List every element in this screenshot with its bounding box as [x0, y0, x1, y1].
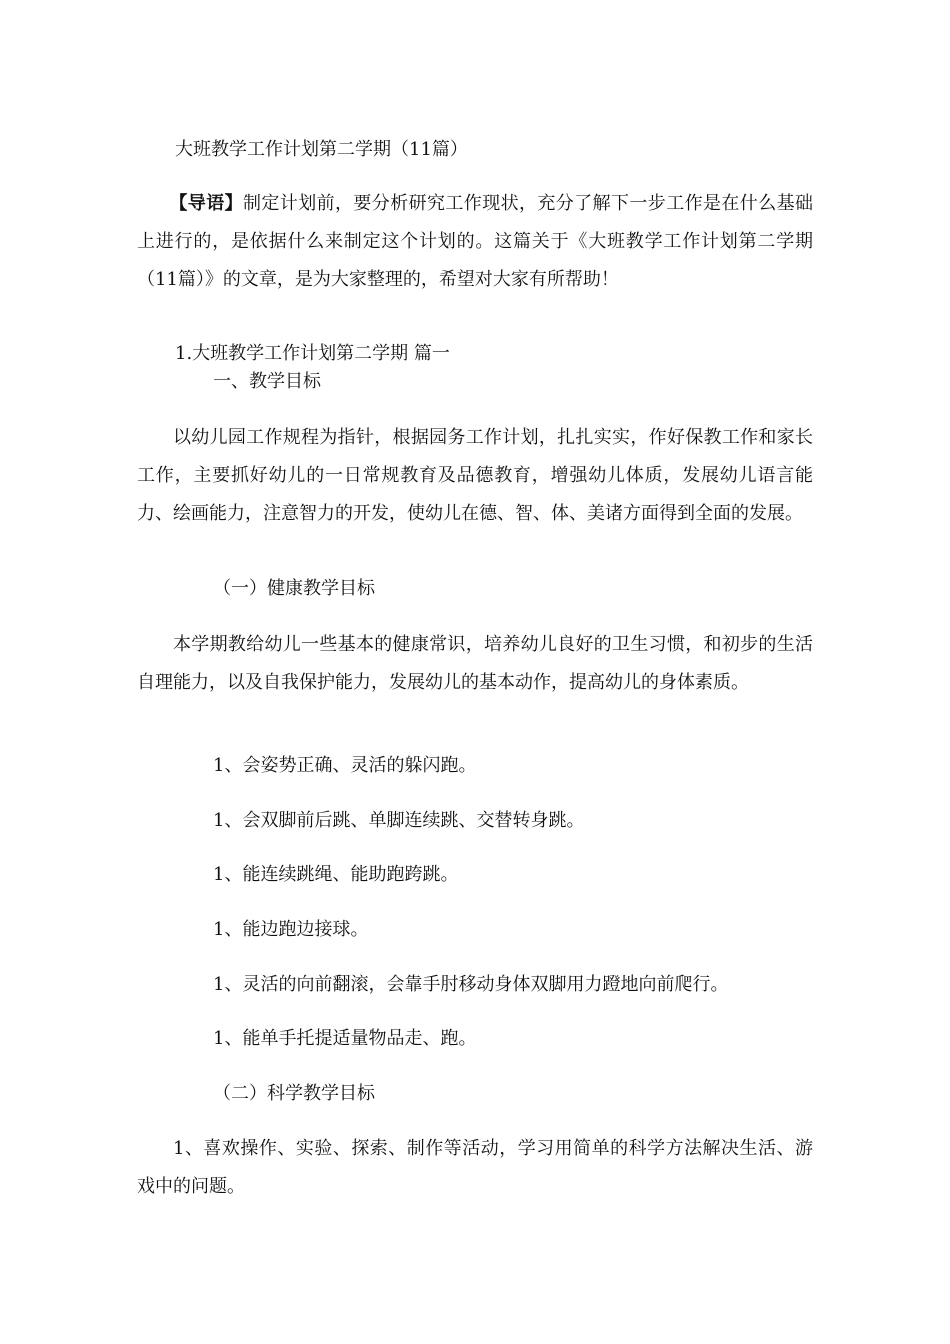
- list-item: 1、灵活的向前翻滚，会靠手肘移动身体双脚用力蹬地向前爬行。: [213, 974, 729, 995]
- section-heading: 1.大班教学工作计划第二学期 篇一: [175, 343, 450, 364]
- intro-paragraph: [137, 185, 813, 299]
- paragraph-science-goals: 1、喜欢操作、实验、探索、制作等活动，学习用简单的科学方法解决生活、游戏中的问题。: [137, 1138, 813, 1197]
- list-item: 1、能边跑边接球。: [213, 919, 369, 940]
- list-item: 1、能连续跳绳、能助跑跨跳。: [213, 864, 459, 885]
- intro-label: 【导语】: [169, 193, 243, 214]
- document-title: 大班教学工作计划第二学期（11篇）: [175, 139, 468, 160]
- list-item: 1、能单手托提适量物品走、跑。: [213, 1028, 477, 1049]
- intro-text: 制定计划前，要分析研究工作现状，充分了解下一步工作是在什么基础上进行的，是依据什么来制定这个计划的。这篇关于《大班教学工作计划第二学期（11篇）》的文章，是为大家整理的，希望对大家有所帮助！: [137, 193, 814, 290]
- list-item: 1、会姿势正确、灵活的躲闪跑。: [213, 755, 477, 776]
- sub-heading-teaching-goals: 一、教学目标: [213, 371, 321, 392]
- sub-heading-health-goals: （一）健康教学目标: [213, 578, 375, 599]
- list-item: 1、会双脚前后跳、单脚连续跳、交替转身跳。: [213, 810, 585, 831]
- paragraph-health-goals: 本学期教给幼儿一些基本的健康常识，培养幼儿良好的卫生习惯，和初步的生活自理能力，以及自我保护能力，发展幼儿的基本动作，提高幼儿的身体素质。: [137, 634, 813, 693]
- sub-heading-science-goals: （二）科学教学目标: [213, 1083, 375, 1104]
- paragraph-teaching-goals: 以幼儿园工作规程为指针，根据园务工作计划，扎扎实实，作好保教工作和家长工作，主要抓好幼儿的一日常规教育及品德教育，增强幼儿体质，发展幼儿语言能力、绘画能力，注意智力的开发，使幼儿在德、智、体、美诸方面得到全面的发展。: [137, 427, 813, 524]
